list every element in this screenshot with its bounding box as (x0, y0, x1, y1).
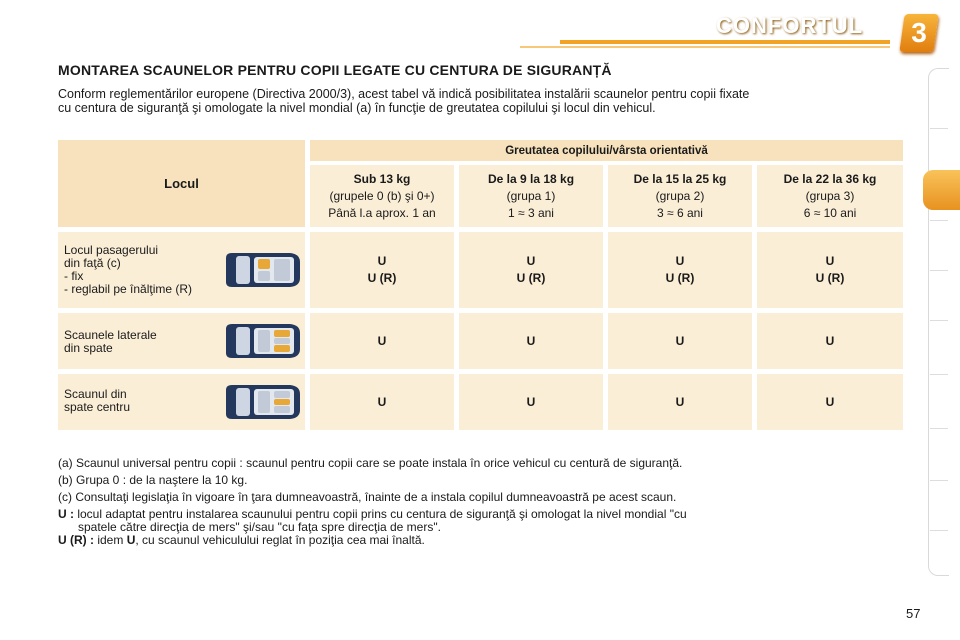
row-label-line: Scaunele laterale (64, 328, 157, 342)
note-u (58, 507, 918, 521)
column-header (459, 165, 603, 227)
column-group: (grupa 3) (805, 188, 855, 203)
value-cell (459, 313, 603, 369)
seat-header-label: Locul (164, 176, 199, 191)
page-heading: MONTAREA SCAUNELOR PENTRU COPII LEGATE CU CENTURA DE SIGURANȚĂ (58, 62, 612, 78)
chapter-tab-rail (928, 68, 949, 576)
note-u-label: U : (58, 507, 74, 521)
row-label-line: Locul pasagerului (64, 243, 159, 257)
row-label-line: Scaunul din (64, 387, 127, 401)
row-label (64, 329, 157, 355)
column-title: Sub 13 kg (353, 171, 411, 186)
seat-value: U (R) (665, 271, 695, 285)
column-age: 6 ≈ 10 ani (803, 205, 857, 220)
note-ur-text: idem (94, 533, 127, 547)
row-label-cell-front-passenger (58, 232, 305, 308)
value-cell (757, 232, 903, 308)
page-number: 57 (906, 606, 921, 621)
row-label-line: - fix (64, 269, 84, 283)
column-header (310, 165, 454, 227)
row-label (64, 244, 192, 296)
note-a: (a) Scaunul universal pentru copii : scaunul pentru copii care se poate instala în orice vehicul cu centură de siguranţă. (58, 456, 683, 470)
note-ur-text-rest: , cu scaunul vehiculului reglat în poziţia cea mai înaltă. (135, 533, 425, 547)
column-age: Până l.a aprox. 1 an (328, 205, 436, 220)
seat-value: U (825, 394, 835, 409)
column-title: De la 15 la 25 kg (633, 171, 727, 186)
group-header-label: Greutatea copilului/vârsta orientativă (505, 144, 708, 157)
column-group: (grupele 0 (b) şi 0+) (329, 188, 435, 203)
value-cell (459, 374, 603, 430)
chapter-tab-divider (930, 220, 948, 221)
seat-value: U (675, 254, 685, 268)
value-cell (310, 313, 454, 369)
chapter-tab-divider (930, 374, 948, 375)
car-seat-front-passenger-icon (222, 250, 302, 290)
column-header (757, 165, 903, 227)
intro-line: cu centura de siguranţă şi omologate la nivel mondial (a) în funcţie de greutatea copilului şi locul din vehicul. (58, 101, 656, 115)
header-accent-bar-light (520, 46, 890, 48)
note-ur (58, 533, 918, 547)
row-label-cell-rear-centre (58, 374, 305, 430)
row-label-line: - reglabil pe înălţime (R) (64, 282, 193, 296)
seat-value: U (526, 333, 536, 348)
car-seat-rear-side-icon (222, 321, 302, 361)
car-seat-rear-centre-icon (222, 382, 302, 422)
intro-line: Conform reglementărilor europene (Directiva 2000/3), acest tabel vă indică posibilitatea instalării scaunelor pentru copii fixate (58, 87, 750, 101)
column-group: (grupa 2) (655, 188, 705, 203)
row-label-line: din spate (64, 341, 113, 355)
seat-value: U (R) (367, 271, 397, 285)
note-ur-label: U (R) : (58, 533, 94, 547)
chapter-tab-divider (930, 530, 948, 531)
column-age: 3 ≈ 6 ani (657, 205, 703, 220)
value-cell (608, 374, 752, 430)
value-cell (757, 374, 903, 430)
seat-value: U (R) (815, 271, 845, 285)
note-u-text: locul adaptat pentru instalarea scaunului pentru copii prins cu centura de siguranţă şi omologat la nivel mondial "cu (77, 507, 687, 521)
chapter-tab-divider (930, 270, 948, 271)
value-cell (608, 313, 752, 369)
chapter-title: CONFORTUL (716, 13, 864, 38)
chapter-tab-active[interactable] (923, 170, 960, 210)
value-cell (310, 232, 454, 308)
chapter-tab-divider (930, 480, 948, 481)
seat-value: U (825, 333, 835, 348)
seat-value: U (526, 394, 536, 409)
group-header-cell (310, 140, 903, 161)
seat-value: U (377, 254, 387, 268)
value-cell (608, 232, 752, 308)
value-cell (757, 313, 903, 369)
seat-header-cell (58, 140, 305, 227)
seat-value: U (526, 254, 536, 268)
value-cell (310, 374, 454, 430)
seat-value: U (675, 333, 685, 348)
seat-value: U (825, 254, 835, 268)
note-u-continuation: spatele către direcţia de mers" şi/sau "cu faţa spre direcţia de mers". (78, 520, 441, 534)
value-cell (459, 232, 603, 308)
column-group: (grupa 1) (506, 188, 556, 203)
chapter-tab-divider (930, 320, 948, 321)
column-age: 1 ≈ 3 ani (508, 205, 554, 220)
note-c: (c) Consultaţi legislaţia în vigoare în ţara dumneavoastră, înainte de a instala copilul dumneavoastră pe acest scaun. (58, 490, 677, 504)
column-header (608, 165, 752, 227)
seat-value: U (377, 394, 387, 409)
chapter-tab-divider (930, 128, 948, 129)
seat-value: U (675, 394, 685, 409)
note-b: (b) Grupa 0 : de la naştere la 10 kg. (58, 473, 248, 487)
note-ur-bold: U (126, 533, 136, 547)
seat-value: U (377, 333, 387, 348)
column-title: De la 9 la 18 kg (487, 171, 575, 186)
chapter-tab-divider (930, 428, 948, 429)
row-label (64, 388, 130, 414)
row-label-line: spate centru (64, 400, 131, 414)
column-title: De la 22 la 36 kg (783, 171, 877, 186)
row-label-cell-rear-side (58, 313, 305, 369)
seat-value: U (R) (516, 271, 546, 285)
chapter-number: 3 (911, 17, 927, 48)
intro-text (58, 87, 908, 119)
row-label-line: din faţă (c) (64, 256, 121, 270)
